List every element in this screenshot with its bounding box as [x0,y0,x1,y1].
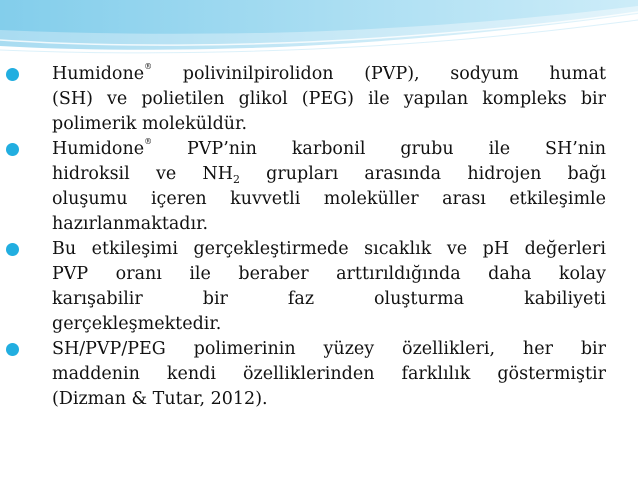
bullet-line [52,62,606,87]
bullet-line: gerçekleşmektedir. [52,314,222,334]
bullet-line: SH/PVP/PEG polimerinin yüzey özellikleri, her bir [52,339,606,359]
text-segment: PVP’nin karbonil grubu ile SH’nin [152,139,606,159]
bullet-line: Bu etkileşimi gerçekleştirmede sıcaklık ve pH değerleri [52,239,606,259]
bullet-marker [6,68,19,81]
bullet-marker [6,143,19,156]
text-segment: hidroksil ve NH [52,164,233,184]
bullet-line: maddenin kendi özelliklerinden farklılık göstermiştir [52,364,606,384]
registered-mark: ® [144,62,153,71]
bullet-line: (SH) ve polietilen glikol (PEG) ile yapılan kompleks bir [52,89,606,109]
bullet-item-4 [6,337,606,412]
text-segment: Humidone [52,139,145,159]
bullet-list [6,62,606,412]
registered-mark: ® [144,137,153,146]
bullet-line: karışabilir bir faz oluşturma kabiliyeti [52,289,606,309]
bullet-line [52,162,606,187]
bullet-line: oluşumu içeren kuvvetli moleküller arası etkileşimle [52,189,606,209]
text-segment: Humidone [52,64,145,84]
bullet-marker [6,343,19,356]
bullet-line: hazırlanmaktadır. [52,214,209,234]
text-segment: grupları arasında hidrojen bağı [239,164,606,184]
bullet-marker [6,243,19,256]
bullet-line: polimerik moleküldür. [52,114,248,134]
header-wave-decoration [0,0,638,60]
bullet-line [52,137,606,162]
bullet-item-1 [6,62,606,137]
text-segment: polivinilpirolidon (PVP), sodyum humat [152,64,606,84]
bullet-item-2 [6,137,606,237]
subscript: 2 [232,173,240,186]
bullet-item-3 [6,237,606,337]
bullet-line: (Dizman & Tutar, 2012). [52,389,268,409]
bullet-line: PVP oranı ile beraber arttırıldığında daha kolay [52,264,606,284]
